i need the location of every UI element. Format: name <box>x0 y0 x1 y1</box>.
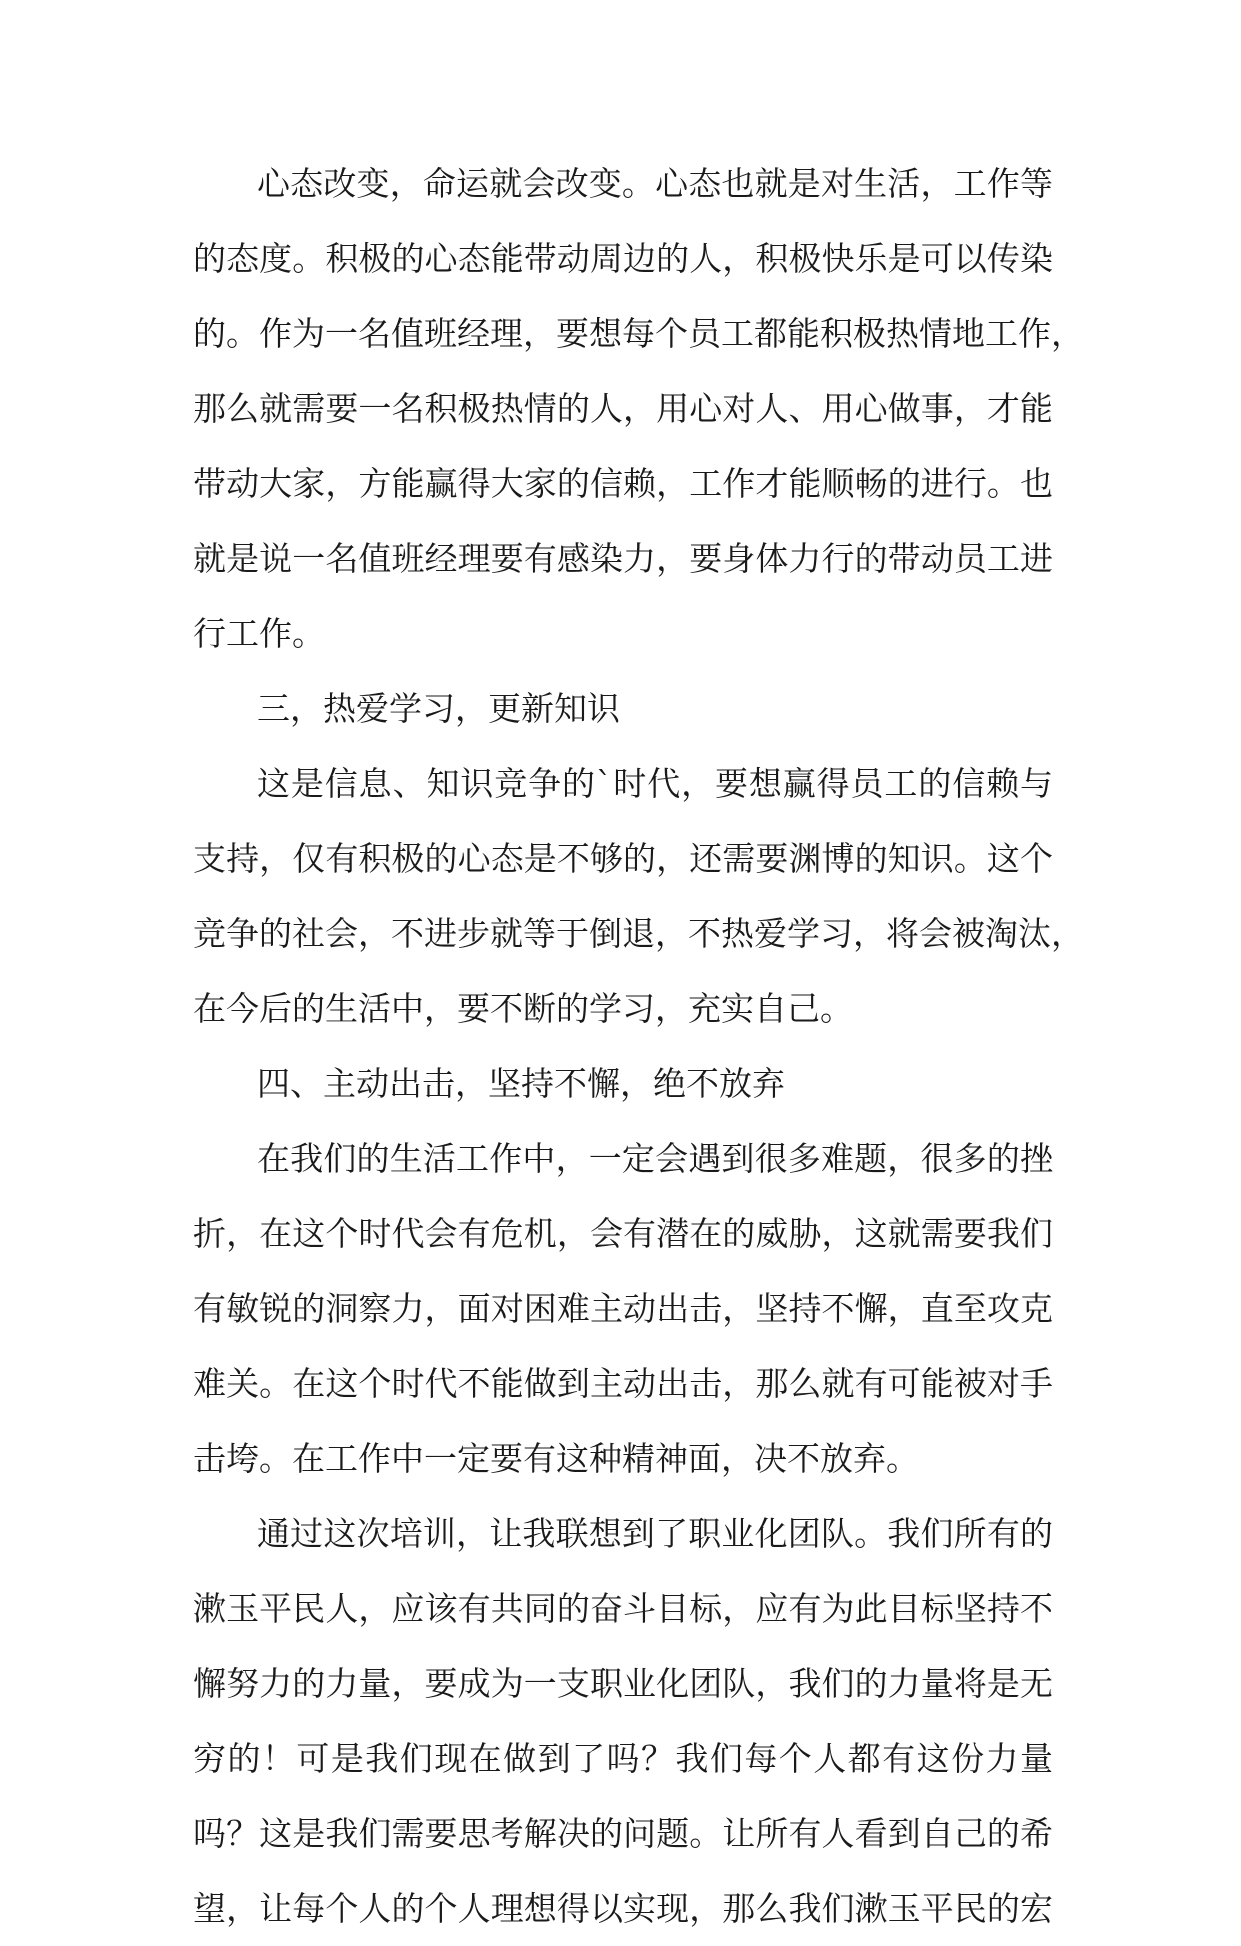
text-line: 支持，仅有积极的心态是不够的，还需要渊博的知识。这个 <box>193 839 1053 878</box>
text-line: 心态改变，命运就会改变。心态也就是对生活，工作等 <box>257 164 1053 203</box>
text-line: 的态度。积极的心态能带动周边的人，积极快乐是可以传染 <box>193 239 1053 278</box>
text-line: 就是说一名值班经理要有感染力，要身体力行的带动员工进 <box>193 539 1053 578</box>
text-line: 在我们的生活工作中，一定会遇到很多难题，很多的挫 <box>257 1139 1053 1178</box>
text-line: 望，让每个人的个人理想得以实现，那么我们漱玉平民的宏 <box>193 1889 1053 1928</box>
section-heading: 三，热爱学习，更新知识 <box>257 689 620 728</box>
text-line: 通过这次培训，让我联想到了职业化团队。我们所有的 <box>257 1514 1053 1553</box>
document-body <box>193 146 1084 1946</box>
text-line: 那么就需要一名积极热情的人，用心对人、用心做事，才能 <box>193 389 1053 428</box>
text-line: 懈努力的力量，要成为一支职业化团队，我们的力量将是无 <box>193 1664 1053 1703</box>
text-line: 折，在这个时代会有危机，会有潜在的威胁，这就需要我们 <box>193 1214 1053 1253</box>
text-line: 难关。在这个时代不能做到主动出击，那么就有可能被对手 <box>193 1364 1053 1403</box>
text-line: 在今后的生活中，要不断的学习，充实自己。 <box>193 989 853 1028</box>
text-line: 穷的！可是我们现在做到了吗？我们每个人都有这份力量 <box>193 1739 1053 1778</box>
text-line: 这是信息、知识竞争的`时代，要想赢得员工的信赖与 <box>257 764 1053 803</box>
text-line: 击垮。在工作中一定要有这种精神面，决不放弃。 <box>193 1439 919 1478</box>
text-line: 竞争的社会，不进步就等于倒退，不热爱学习，将会被淘汰， <box>193 914 1084 953</box>
text-line: 吗？这是我们需要思考解决的问题。让所有人看到自己的希 <box>193 1814 1053 1853</box>
section-heading: 四、主动出击，坚持不懈，绝不放弃 <box>257 1064 785 1103</box>
text-line: 漱玉平民人，应该有共同的奋斗目标，应有为此目标坚持不 <box>193 1589 1053 1628</box>
text-line: 带动大家，方能赢得大家的信赖，工作才能顺畅的进行。也 <box>193 464 1053 503</box>
text-line: 行工作。 <box>193 614 325 653</box>
text-line: 的。作为一名值班经理，要想每个员工都能积极热情地工作， <box>193 314 1084 353</box>
text-line: 有敏锐的洞察力，面对困难主动出击，坚持不懈，直至攻克 <box>193 1289 1053 1328</box>
